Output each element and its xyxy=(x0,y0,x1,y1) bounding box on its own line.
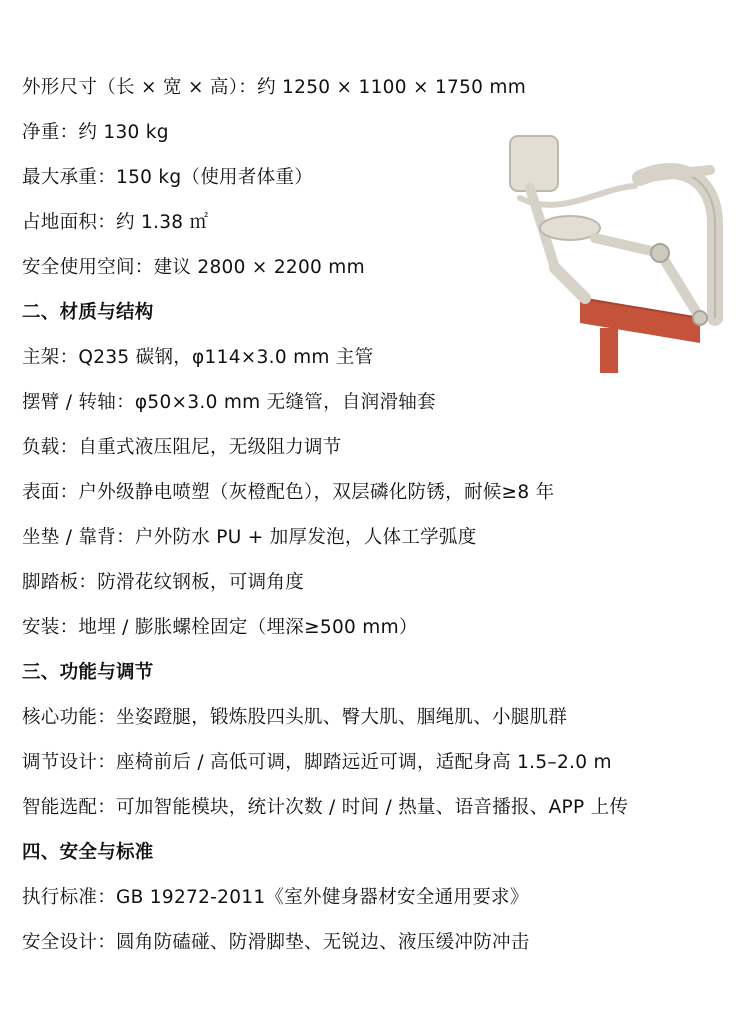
spec-safety-space: 安全使用空间：建议 2800 × 2200 mm xyxy=(22,257,365,278)
material-install: 安装：地埋 / 膨胀螺栓固定（埋深≥500 mm） xyxy=(22,617,418,638)
pivot-joint xyxy=(651,244,669,262)
material-pedal: 脚踏板：防滑花纹钢板，可调角度 xyxy=(22,572,305,593)
seat-back xyxy=(510,136,558,191)
function-smart: 智能选配：可加智能模块，统计次数 / 时间 / 热量、语音播报、APP 上传 xyxy=(22,797,629,818)
spec-max-load: 最大承重：150 kg（使用者体重） xyxy=(22,167,314,188)
function-adjust: 调节设计：座椅前后 / 高低可调，脚踏远近可调，适配身高 1.5–2.0 m xyxy=(22,752,612,773)
spec-dimensions: 外形尺寸（长 × 宽 × 高）：约 1250 × 1100 × 1750 mm xyxy=(22,77,527,98)
material-frame: 主架：Q235 碳钢，φ114×3.0 mm 主管 xyxy=(22,347,374,368)
function-core: 核心功能：坐姿蹬腿，锻炼股四头肌、臀大肌、腘绳肌、小腿肌群 xyxy=(22,707,568,728)
section-heading-safety: 四、安全与标准 xyxy=(22,842,154,863)
frame-arc xyxy=(640,171,715,318)
safety-standard: 执行标准：GB 19272-2011《室外健身器材安全通用要求》 xyxy=(22,887,529,908)
material-swing-arm: 摆臂 / 转轴：φ50×3.0 mm 无缝管，自润滑轴套 xyxy=(22,392,436,413)
material-load: 负载：自重式液压阻尼，无级阻力调节 xyxy=(22,437,342,458)
leg-press-machine-image xyxy=(500,128,740,378)
material-seat: 坐垫 / 靠背：户外防水 PU + 加厚发泡，人体工学弧度 xyxy=(22,527,477,548)
rear-support xyxy=(555,268,585,298)
section-heading-materials: 二、材质与结构 xyxy=(22,302,154,323)
material-surface: 表面：户外级静电喷塑（灰橙配色），双层磷化防锈，耐候≥8 年 xyxy=(22,482,555,503)
section-heading-function: 三、功能与调节 xyxy=(22,662,154,683)
spec-net-weight: 净重：约 130 kg xyxy=(22,122,169,143)
spec-footprint: 占地面积：约 1.38 ㎡ xyxy=(22,212,209,233)
base-post xyxy=(600,328,618,373)
base-beam xyxy=(580,298,700,343)
safety-design: 安全设计：圆角防磕碰、防滑脚垫、无锐边、液压缓冲防冲击 xyxy=(22,932,530,953)
